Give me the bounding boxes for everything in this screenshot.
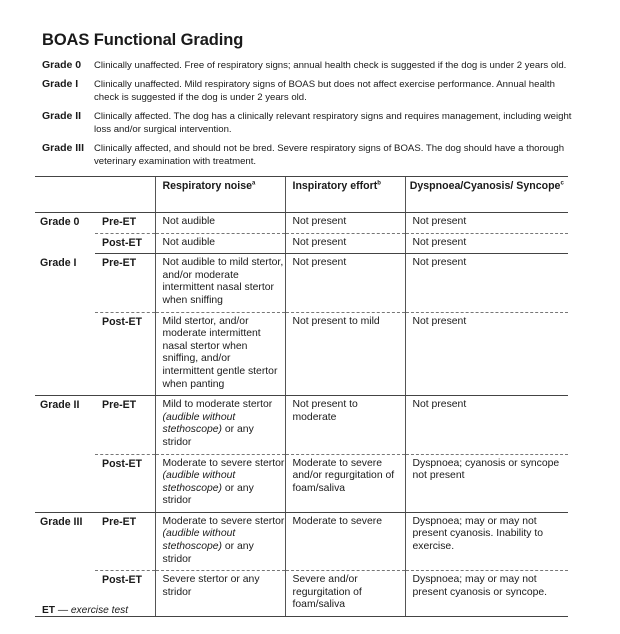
row-et-label: Post-ET xyxy=(95,571,155,617)
table-header-row xyxy=(35,177,568,213)
grade-description: Clinically unaffected. Free of respiratory signs; annual health check is suggested if the dog is under 2 years old. xyxy=(94,60,567,71)
table-row xyxy=(35,233,568,254)
cell-dyspnoea: Not present xyxy=(405,312,568,396)
grade-description: Clinically affected. The dog has a clinically relevant respiratory signs and requires management, including weight loss and/or surgical intervention. xyxy=(94,111,572,135)
grade-definition-1 xyxy=(42,78,582,104)
grade-label: Grade III xyxy=(42,142,85,154)
cell-noise: Not audible xyxy=(155,233,285,254)
row-et-label: Post-ET xyxy=(95,233,155,254)
header-grade xyxy=(35,177,95,213)
header-dyspnoea: Dyspnoea/Cyanosis/ Syncope$^c$ xyxy=(405,177,568,213)
row-et-label: Pre-ET xyxy=(95,396,155,454)
row-et-label: Post-ET xyxy=(95,454,155,512)
cell-effort: Moderate to severe and/or regurgitation of foam/saliva xyxy=(285,454,405,512)
cell-dyspnoea: Not present xyxy=(405,396,568,454)
table-row xyxy=(35,254,568,312)
grade-definition-2 xyxy=(42,110,582,136)
grade-definition-3 xyxy=(42,142,582,168)
row-grade-label: Grade 0 xyxy=(40,216,80,228)
table-row xyxy=(35,512,568,570)
cell-effort: Not present to moderate xyxy=(285,396,405,454)
table-row xyxy=(35,454,568,512)
cell-effort: Not present xyxy=(285,233,405,254)
cell-noise: Moderate to severe stertor (audible without stethoscope) or any stridor xyxy=(155,512,285,570)
header-et xyxy=(95,177,155,213)
row-et-label: Pre-ET xyxy=(95,213,155,234)
cell-effort: Not present to mild xyxy=(285,312,405,396)
row-grade-label: Grade I xyxy=(35,254,95,396)
cell-noise: Not audible xyxy=(155,213,285,234)
grade-description: Clinically affected, and should not be bred. Severe respiratory signs of BOAS. The dog should have a thorough veterinary examination with treatment. xyxy=(94,143,565,167)
cell-noise: Not audible to mild stertor, and/or moderate intermittent nasal stertor when sniffing xyxy=(155,254,285,312)
table-row xyxy=(35,213,568,234)
row-grade-label: Grade II xyxy=(35,396,95,513)
row-et-label: Post-ET xyxy=(95,312,155,396)
page-title: BOAS Functional Grading xyxy=(42,31,244,49)
table-row xyxy=(35,312,568,396)
cell-effort: Severe and/or regurgitation of foam/saliva xyxy=(285,571,405,617)
cell-effort: Moderate to severe xyxy=(285,512,405,570)
table-row xyxy=(35,396,568,454)
grade-label: Grade 0 xyxy=(42,59,82,71)
row-et-label: Pre-ET xyxy=(95,254,155,312)
grade-definition-0 xyxy=(42,59,582,72)
cell-effort: Not present xyxy=(285,254,405,312)
cell-noise: Moderate to severe stertor (audible without stethoscope) or any stridor xyxy=(155,454,285,512)
cell-dyspnoea: Not present xyxy=(405,254,568,312)
grade-label: Grade II xyxy=(42,110,82,122)
grade-label: Grade I xyxy=(42,78,79,90)
row-et-label: Pre-ET xyxy=(95,512,155,570)
cell-dyspnoea: Not present xyxy=(405,213,568,234)
cell-dyspnoea: Dyspnoea; may or may not present cyanosis or syncope. xyxy=(405,571,568,617)
grade-description: Clinically unaffected. Mild respiratory signs of BOAS but does not affect exercise performance. Annual health check is suggested if the dog is under 2 years old. xyxy=(94,79,555,103)
cell-noise: Mild to moderate stertor (audible without stethoscope) or any stridor xyxy=(155,396,285,454)
grading-table xyxy=(35,176,568,617)
footnote: ET — exercise test xyxy=(42,605,129,616)
grade-definitions xyxy=(42,59,582,174)
cell-dyspnoea: Dyspnoea; cyanosis or syncope not present xyxy=(405,454,568,512)
cell-effort: Not present xyxy=(285,213,405,234)
cell-noise: Mild stertor, and/or moderate intermittent nasal stertor when sniffing, and/or intermittent gentle stertor when panting xyxy=(155,312,285,396)
cell-dyspnoea: Not present xyxy=(405,233,568,254)
header-respiratory-noise: Respiratory noise$^a$ xyxy=(155,177,285,213)
header-inspiratory-effort: Inspiratory effort$^b$ xyxy=(285,177,405,213)
cell-dyspnoea: Dyspnoea; may or may not present cyanosis. Inability to exercise. xyxy=(405,512,568,570)
cell-noise: Severe stertor or any stridor xyxy=(155,571,285,617)
row-grade-label: Grade III xyxy=(35,512,95,616)
